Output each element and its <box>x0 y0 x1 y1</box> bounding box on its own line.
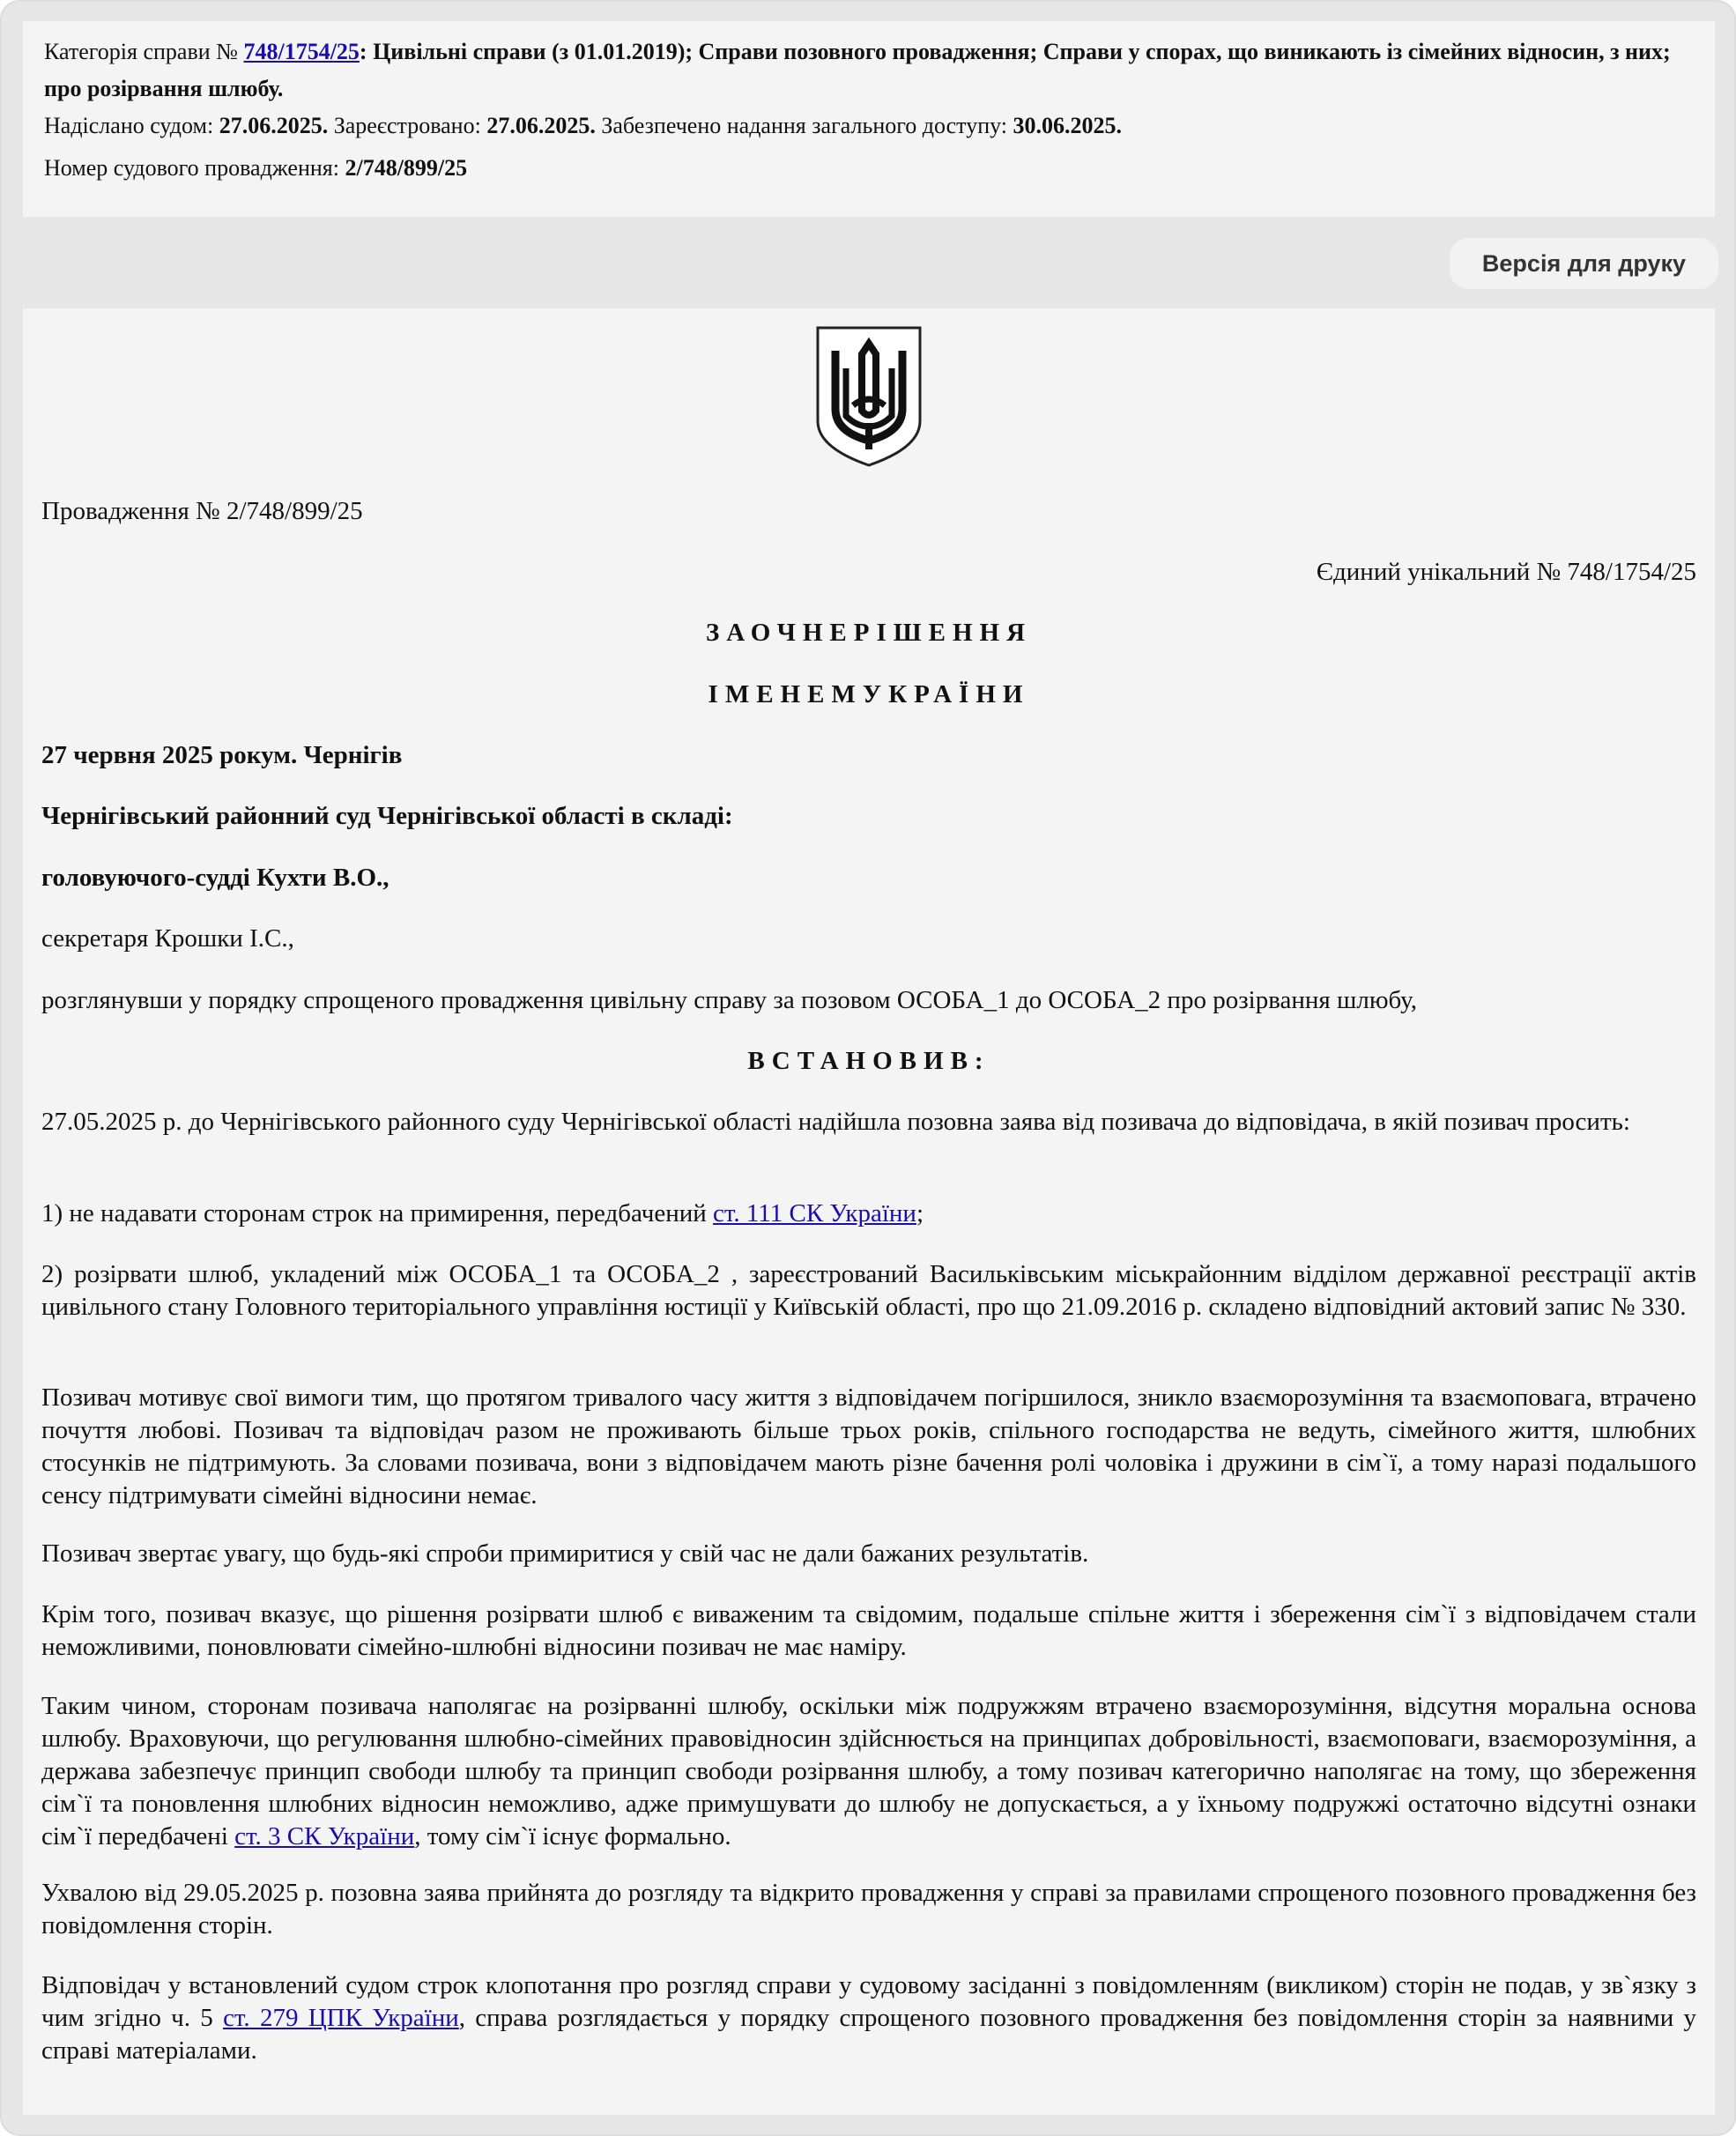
print-version-button[interactable]: Версія для друку <box>1450 238 1718 289</box>
case-number-link[interactable]: 748/1754/25 <box>243 39 360 64</box>
proceeding-number: Номер судового провадження: 2/748/899/25 <box>44 155 468 181</box>
paragraph-2: 1) не надавати сторонам строк на примирення, передбачений ст. 111 СК України; <box>41 1199 924 1227</box>
decision-document <box>23 308 1715 2115</box>
case-dates: Надіслано судом: 27.06.2025. Зареєстровано: 27.06.2025. Забезпечено надання загального доступу: 30.06.2025. <box>44 113 1122 138</box>
established-heading: ВСТАНОВИВ: <box>747 1047 990 1075</box>
paragraph-6: Крім того, позивач вказує, що рішення розірвати шлюб є виваженим та свідомим, подальше спільне життя і збереження сім`ї з відповідачем стали неможливими, поновлювати сімейно-шлюбні відносини позивач не має наміру. <box>41 1600 1696 1661</box>
coat-of-arms-icon <box>814 324 924 469</box>
decision-subtitle: ІМЕНЕМУКРАЇНИ <box>708 680 1030 708</box>
judge-name: головуючого-судді Кухти В.О., <box>41 864 389 892</box>
court-name: Чернігівський районний суд Чернігівської області в складі: <box>41 802 733 830</box>
paragraph-5: Позивач звертає увагу, що будь-які спроби примиритися у свій час не дали бажаних результатів. <box>41 1539 1089 1568</box>
case-category: Категорія справи № 748/1754/25: Цивільні справи (з 01.01.2019); Справи позовного провадження; Справи у спорах, що виникають із сімейних відносин, з них; про розірвання шлюбу. <box>44 39 1671 101</box>
secretary-name: секретаря Крошки І.С., <box>41 924 294 953</box>
law-link-cpk-279[interactable]: ст. 279 ЦПК України <box>223 2004 459 2032</box>
paragraph-8: Ухвалою від 29.05.2025 р. позовна заява прийнята до розгляду та відкрито провадження у справі за правилами спрощеного позовного провадження без повідомлення сторін. <box>41 1879 1696 1939</box>
considered-line: розглянувши у порядку спрощеного провадження цивільну справу за позовом ОСОБА_1 до ОСОБА_2 про розірвання шлюбу, <box>41 986 1417 1014</box>
case-meta-panel <box>23 21 1715 217</box>
paragraph-4: Позивач мотивує свої вимоги тим, що протягом тривалого часу життя з відповідачем погіршилося, зникло взаєморозуміння та взаємоповага, втрачено почуття любові. Позивач та відповідач разом не проживають більше трьох років, спільного господарства не ведуть, сімейного життя, шлюбних стосунків не підтримують. За словами позивача, вони з відповідачем мають різне бачення ролі чоловіка і дружини в сім`ї, а тому наразі подальшого сенсу підтримувати сімейні відносини немає. <box>41 1383 1696 1509</box>
paragraph-7: Таким чином, сторонам позивача наполягає на розірванні шлюбу, оскільки між подружжям втрачено взаєморозуміння, відсутня моральна основа шлюбу. Враховуючи, що регулювання шлюбно-сімейних правовідносин здійснюється на принципах добровільності, взаємоповаги, взаєморозуміння, а держава забезпечує принцип свободи шлюбу та принцип свободи розірвання шлюбу, а тому позивач категорично наполягає на тому, що збереження сім`ї та поновлення шлюбних відносин неможливо, адже примушувати до шлюбу не допускається, а у їхньому подружжі остаточно відсутні ознаки сім`ї передбачені ст. 3 СК України, тому сім`ї існує формально. <box>41 1692 1696 1850</box>
paragraph-1: 27.05.2025 р. до Чернігівського районного суду Чернігівської області надійшла позовна заява від позивача до відповідача, в якій позивач просить: <box>41 1108 1630 1136</box>
law-link-sk-3[interactable]: ст. 3 СК України <box>234 1822 415 1850</box>
date-place: 27 червня 2025 рокум. Чернігів <box>41 741 403 769</box>
proceeding-line: Провадження № 2/748/899/25 <box>41 497 363 525</box>
law-link-sk-111[interactable]: ст. 111 СК України <box>713 1199 916 1227</box>
decision-title: ЗАОЧНЕРІШЕННЯ <box>705 619 1033 647</box>
unique-number: Єдиний унікальний № 748/1754/25 <box>1316 558 1696 586</box>
paragraph-9: Відповідач у встановлений судом строк клопотання про розгляд справи у судовому засіданні з повідомленням (викликом) сторін не подав, у зв`язку з чим згідно ч. 5 ст. 279 ЦПК України, справа розглядається у порядку спрощеного позовного провадження без повідомлення сторін за наявними у справі матеріалами. <box>41 1971 1696 2065</box>
paragraph-3: 2) розірвати шлюб, укладений між ОСОБА_1 та ОСОБА_2 , зареєстрований Васильківським міськрайонним відділом державної реєстрації актів цивільного стану Головного територіального управління юстиції у Київській області, про що 21.09.2016 р. складено відповідний актовий запис № 330. <box>41 1260 1696 1321</box>
